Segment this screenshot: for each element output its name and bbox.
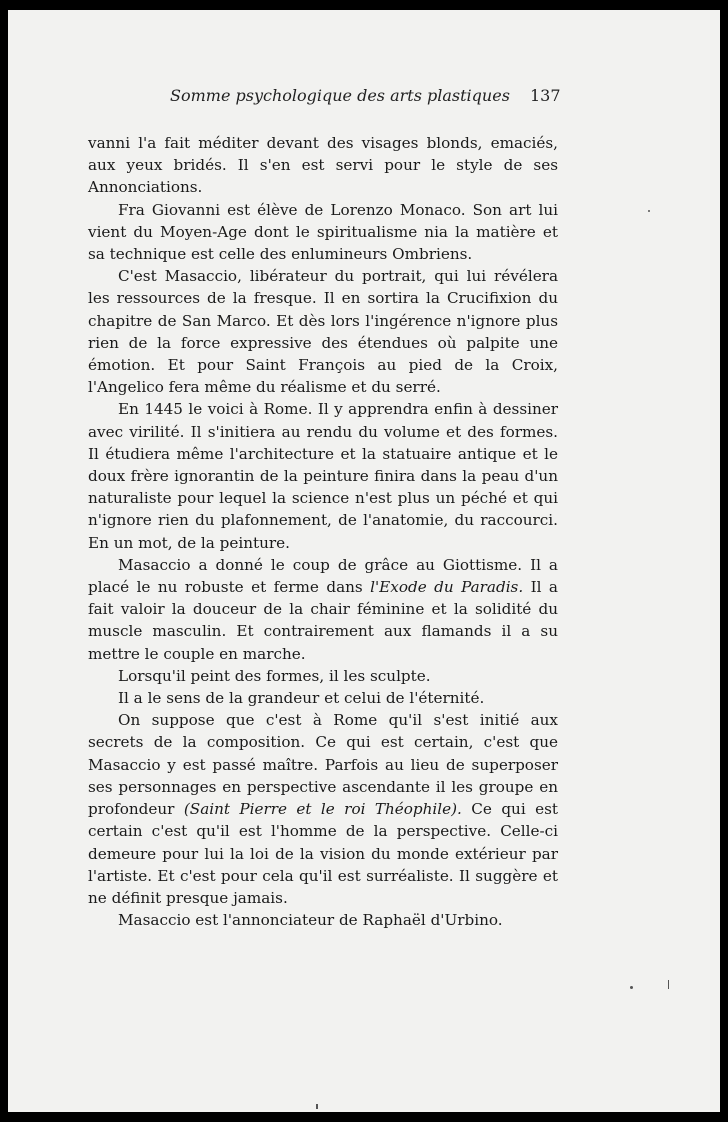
paragraph-8-text-a: On suppose que c'est à Rome qu'il s'est initié aux secrets de la composition. Ce qui est certain, c'est que Masaccio y est passé maître. Parfois au lieu de superposer ses personnages en perspective ascendante il les groupe en profondeur (88, 711, 558, 819)
paragraph-7: Il a le sens de la grandeur et celui de l'éternité. (118, 689, 485, 708)
paragraph-5-text-b: Il a fait valoir la douceur de la chair féminine et la solidité du muscle masculin. Et contrairement aux flamands il a su mettre le couple en marche. (88, 578, 558, 663)
paragraph-8-italic-title: (Saint Pierre et le roi Théophile). (183, 800, 462, 819)
paragraph-2: Fra Giovanni est élève de Lorenzo Monaco. Son art lui vient du Moyen-Age dont le spiritualisme nia la matière et sa technique est celle des enlumineurs Ombriens. (88, 200, 558, 264)
paragraph-5 (88, 554, 558, 665)
scan-speck (316, 1104, 318, 1109)
paragraph-8 (88, 709, 558, 909)
running-title: Somme psychologique des arts plastiques (170, 86, 510, 105)
paragraph-9: Masaccio est l'annonciateur de Raphaël d'Urbino. (118, 911, 503, 930)
page-number: 137 (530, 86, 561, 105)
page-header (8, 86, 720, 110)
paragraph-6: Lorsqu'il peint des formes, il les sculpte. (118, 666, 431, 685)
book-page (8, 10, 720, 1112)
scan-speck (648, 210, 650, 212)
paragraph-3: C'est Masaccio, libérateur du portrait, qui lui révélera les ressources de la fresque. Il en sortira la Crucifixion du chapitre de San Marco. Et dès lors l'ingérence n'ignore plus rien de la force expressive des étendues où palpite une émotion. Et pour Saint François au pied de la Croix, l'Angelico fera même du réalisme et du serré. (88, 267, 558, 397)
scan-speck (668, 980, 669, 989)
paragraph-1: vanni l'a fait méditer devant des visages blonds, emaciés, aux yeux bridés. Il s'en est servi pour le style de ses Annonciations. (88, 134, 558, 197)
paragraph-8-text-b: Ce qui est certain c'est qu'il est l'homme de la perspective. Celle-ci demeure pour lui la loi de la vision du monde extérieur par l'artiste. Et c'est pour cela qu'il est surréaliste. Il suggère et ne définit presque jamais. (88, 800, 558, 907)
paragraph-4: En 1445 le voici à Rome. Il y apprendra enfin à dessiner avec virilité. Il s'initiera au rendu du volume et des formes. Il étudiera même l'architecture et la statuaire antique et le doux frère ignorantin de la peinture finira dans la peau d'un naturaliste pour lequel la science n'est plus un péché et qui n'ignore rien du plafonnement, de l'anatomie, du raccourci. En un mot, de la peinture. (88, 400, 558, 552)
paragraph-5-text-a: Masaccio a donné le coup de grâce au Giottisme. Il a placé le nu robuste et ferme dans (88, 555, 558, 597)
scan-speck (630, 986, 633, 989)
paragraph-5-italic-title: l'Exode du Paradis. (370, 578, 524, 597)
body-text (88, 132, 558, 931)
